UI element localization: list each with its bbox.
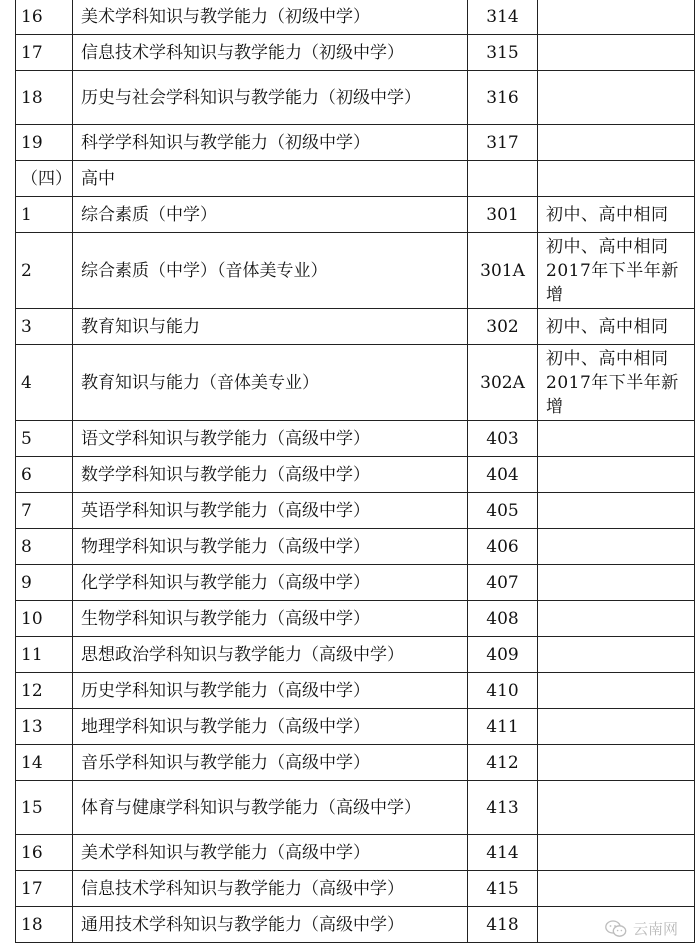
subject-name: 数学学科知识与教学能力（高级中学） (73, 457, 468, 493)
row-number: 10 (16, 601, 73, 637)
subject-name: 通用技术学科知识与教学能力（高级中学） (73, 907, 468, 943)
remark (538, 457, 695, 493)
wechat-icon (605, 920, 627, 938)
table-row (16, 0, 695, 35)
table-row (16, 835, 695, 871)
remark (538, 781, 695, 835)
remark (538, 565, 695, 601)
subject-code: 302 (468, 309, 538, 345)
subject-name: 教育知识与能力（音体美专业） (73, 345, 468, 421)
subject-code: 314 (468, 0, 538, 35)
subject-code: 404 (468, 457, 538, 493)
subject-name: 科学学科知识与教学能力（初级中学） (73, 125, 468, 161)
remark (538, 637, 695, 673)
remark (538, 161, 695, 197)
subject-code: 403 (468, 421, 538, 457)
table-row (16, 745, 695, 781)
row-number: 7 (16, 493, 73, 529)
subject-name: 教育知识与能力 (73, 309, 468, 345)
row-number: 1 (16, 197, 73, 233)
table-row (16, 709, 695, 745)
table-row (16, 907, 695, 943)
subject-name: 化学学科知识与教学能力（高级中学） (73, 565, 468, 601)
table-row (16, 345, 695, 421)
remark: 初中、高中相同 (538, 197, 695, 233)
remark (538, 601, 695, 637)
row-number: 15 (16, 781, 73, 835)
subject-code: 410 (468, 673, 538, 709)
remark (538, 673, 695, 709)
watermark-text: 云南网 (632, 920, 678, 938)
subject-code: 315 (468, 35, 538, 71)
table-row (16, 493, 695, 529)
row-number: 13 (16, 709, 73, 745)
table-row (16, 871, 695, 907)
subject-code: 302A (468, 345, 538, 421)
subject-code: 301A (468, 233, 538, 309)
row-number: 2 (16, 233, 73, 309)
remark (538, 745, 695, 781)
subject-code: 412 (468, 745, 538, 781)
subject-code: 406 (468, 529, 538, 565)
subject-name: 历史学科知识与教学能力（高级中学） (73, 673, 468, 709)
section-title: 高中 (73, 161, 468, 197)
table-row (16, 637, 695, 673)
row-number: 3 (16, 309, 73, 345)
subject-code: 407 (468, 565, 538, 601)
subject-name: 综合素质（中学） (73, 197, 468, 233)
subject-code: 405 (468, 493, 538, 529)
subject-name: 物理学科知识与教学能力（高级中学） (73, 529, 468, 565)
row-number: 8 (16, 529, 73, 565)
subject-name: 语文学科知识与教学能力（高级中学） (73, 421, 468, 457)
table-row (16, 781, 695, 835)
remark (538, 871, 695, 907)
subject-name: 信息技术学科知识与教学能力（高级中学） (73, 871, 468, 907)
table-row (16, 233, 695, 309)
remark: 初中、高中相同 (538, 309, 695, 345)
subject-code: 413 (468, 781, 538, 835)
subject-name: 美术学科知识与教学能力（高级中学） (73, 835, 468, 871)
subject-code: 316 (468, 71, 538, 125)
table-row (16, 35, 695, 71)
remark (538, 125, 695, 161)
table-row (16, 71, 695, 125)
subject-code: 408 (468, 601, 538, 637)
table-row (16, 309, 695, 345)
row-number: 14 (16, 745, 73, 781)
remark (538, 835, 695, 871)
row-number: 11 (16, 637, 73, 673)
table-row (16, 457, 695, 493)
subject-code: 409 (468, 637, 538, 673)
remark: 初中、高中相同2017年下半年新增 (538, 345, 695, 421)
row-number: 17 (16, 871, 73, 907)
remark: 初中、高中相同2017年下半年新增 (538, 233, 695, 309)
row-number: 18 (16, 907, 73, 943)
remark (538, 529, 695, 565)
remark (538, 71, 695, 125)
subject-name: 地理学科知识与教学能力（高级中学） (73, 709, 468, 745)
remark (538, 493, 695, 529)
row-number: 6 (16, 457, 73, 493)
table-row (16, 125, 695, 161)
section-header-row (16, 161, 695, 197)
subject-code: 317 (468, 125, 538, 161)
subject-name: 体育与健康学科知识与教学能力（高级中学） (73, 781, 468, 835)
watermark (605, 918, 678, 939)
subject-code: 418 (468, 907, 538, 943)
remark (538, 35, 695, 71)
row-number: 16 (16, 835, 73, 871)
table-row (16, 565, 695, 601)
subject-code (468, 161, 538, 197)
table-row (16, 197, 695, 233)
subject-name: 思想政治学科知识与教学能力（高级中学） (73, 637, 468, 673)
subject-code: 411 (468, 709, 538, 745)
table-row (16, 601, 695, 637)
subject-name: 英语学科知识与教学能力（高级中学） (73, 493, 468, 529)
subject-code: 415 (468, 871, 538, 907)
table-row (16, 421, 695, 457)
table-row (16, 673, 695, 709)
row-number: 12 (16, 673, 73, 709)
subject-code: 414 (468, 835, 538, 871)
row-number: 4 (16, 345, 73, 421)
subject-name: 信息技术学科知识与教学能力（初级中学） (73, 35, 468, 71)
section-number: （四） (16, 161, 73, 197)
row-number: 16 (16, 0, 73, 35)
row-number: 17 (16, 35, 73, 71)
remark (538, 709, 695, 745)
subject-name: 音乐学科知识与教学能力（高级中学） (73, 745, 468, 781)
subject-name: 美术学科知识与教学能力（初级中学） (73, 0, 468, 35)
row-number: 5 (16, 421, 73, 457)
row-number: 18 (16, 71, 73, 125)
exam-subject-table (15, 0, 695, 943)
row-number: 19 (16, 125, 73, 161)
subject-name: 生物学科知识与教学能力（高级中学） (73, 601, 468, 637)
remark (538, 0, 695, 35)
remark (538, 421, 695, 457)
subject-name: 历史与社会学科知识与教学能力（初级中学） (73, 71, 468, 125)
subject-name: 综合素质（中学）（音体美专业） (73, 233, 468, 309)
table-row (16, 529, 695, 565)
row-number: 9 (16, 565, 73, 601)
subject-code: 301 (468, 197, 538, 233)
